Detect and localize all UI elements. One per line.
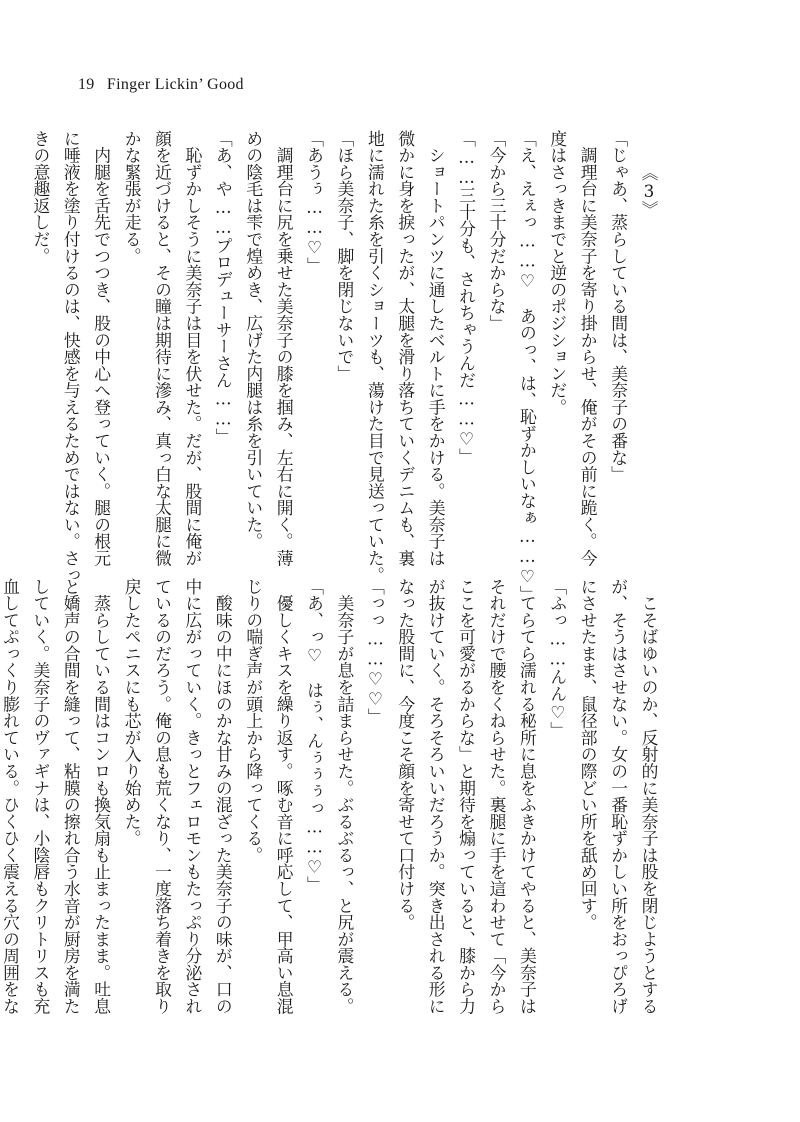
book-title: Finger Lickin’ Good <box>106 76 244 93</box>
text-line: 顔を近づけると、その瞳は期待に滲み、真っ白な太腿に微 <box>152 130 173 567</box>
text-line: にさせたまま、鼠径部の際どい所を舐め回す。 <box>578 578 599 931</box>
text-line: てらてら濡れる秘所に息をふきかけてやると、美奈子は <box>517 578 538 1015</box>
text-line: 酸味の中にほのかな甘みの混ざった美奈子の味が、口の <box>213 578 234 1015</box>
text-line: 調理台に美奈子を寄り掛からせ、俺がその前に跪く。今 <box>578 130 599 567</box>
text-column-bottom <box>0 578 664 1015</box>
text-line: 微かに身を捩ったが、太腿を滑り落ちていくデニムも、裏 <box>395 130 416 567</box>
text-line: していく。美奈子のヴァギナは、小陰唇もクリトリスも充 <box>30 578 51 1015</box>
text-line: ここを可愛がるからな」と期待を煽っていると、膝から力 <box>456 578 477 1015</box>
text-line: それだけで腰をくねらせた。裏腿に手を這わせて「今から <box>486 578 507 1015</box>
text-line: 戻したペニスにも芯が入り始めた。 <box>122 578 143 847</box>
text-line: 「じゃあ、蒸らしている間は、美奈子の番な」 <box>608 130 629 483</box>
text-line: こそばゆいのか、反射的に美奈子は股を閉じようとする <box>639 578 659 1015</box>
text-line: が、そうはさせない。女の一番恥ずかしい所をおっぴろげ <box>608 578 629 1015</box>
text-line: 地に濡れた糸を引くショーツも、蕩けた目で見送っていた。 <box>365 130 386 584</box>
text-line: 度はさっきまでと逆のポジションだ。 <box>547 130 568 416</box>
text-line: かな緊張が走る。 <box>122 130 143 265</box>
text-line: 内腿を舌先でつつき、股の中心へ登っていく。腿の根元 <box>91 130 112 567</box>
text-line: 「ほら美奈子、脚を閉じないで」 <box>334 130 355 382</box>
text-line: ているのだろう。俺の息も荒くなり、一度落ち着きを取り <box>152 578 173 1015</box>
text-line: 蒸らしている間はコンロも換気扇も止まったまま。吐息 <box>91 578 112 1015</box>
text-line: 中に広がっていく。きっとフェロモンもたっぷり分泌され <box>182 578 203 1015</box>
page-header <box>78 76 244 94</box>
text-line: ショートパンツに通したベルトに手をかける。美奈子は <box>426 130 447 567</box>
text-column-top <box>30 130 664 603</box>
text-line: 優しくキスを繰り返す。啄む音に呼応して、甲高い息混 <box>274 578 295 1015</box>
text-line: に唾液を塗り付けるのは、快感を与えるためではない。さっ <box>61 130 82 584</box>
text-line: 「……三十分も、されちゃうんだ……♡」 <box>456 130 477 466</box>
text-line: 「今から三十分だからな」 <box>486 130 507 332</box>
text-line: 「あうぅ……♡」 <box>304 130 325 274</box>
text-line: 「あ、っ♡ はぅ、んぅぅぅっ……♡」 <box>304 578 325 894</box>
text-line: 「ふっ……んん♡」 <box>547 578 568 739</box>
text-line: めの陰毛は雫で煌めき、広げた内腿は糸を引いていた。 <box>243 130 264 550</box>
text-line: じりの喘ぎ声が頭上から降ってくる。 <box>243 578 264 864</box>
text-line: 血してぷっくり膨れている。ひくひく震える穴の周囲をな <box>0 578 21 1015</box>
page-number: 19 <box>78 76 95 93</box>
text-line: 調理台に尻を乗せた美奈子の膝を掴み、左右に開く。薄 <box>274 130 295 567</box>
text-line: 「あ、や……プロデューサーさん……」 <box>213 130 234 446</box>
text-line: 恥ずかしそうに美奈子は目を伏せた。だが、股間に俺が <box>182 130 203 567</box>
text-line: 「え、えぇっ……♡ あのっ、は、恥ずかしいなぁ……♡」 <box>517 130 538 603</box>
text-line: が抜けていく。そろそろいいだろうか。突き出される形に <box>426 578 447 1015</box>
text-line: 美奈子が息を詰まらせた。ぶるぶるっ、と尻が震える。 <box>334 578 355 1015</box>
text-line: なった股間に、今度こそ顔を寄せて口付ける。 <box>395 578 416 931</box>
text-line: と嬌声の合間を縫って、粘膜の擦れ合う水音が厨房を満た <box>61 578 82 1015</box>
text-line: 「っっ……♡♡」 <box>365 578 386 726</box>
text-line: きの意趣返しだ。 <box>30 130 51 265</box>
text-line: 《3》 <box>639 163 659 218</box>
